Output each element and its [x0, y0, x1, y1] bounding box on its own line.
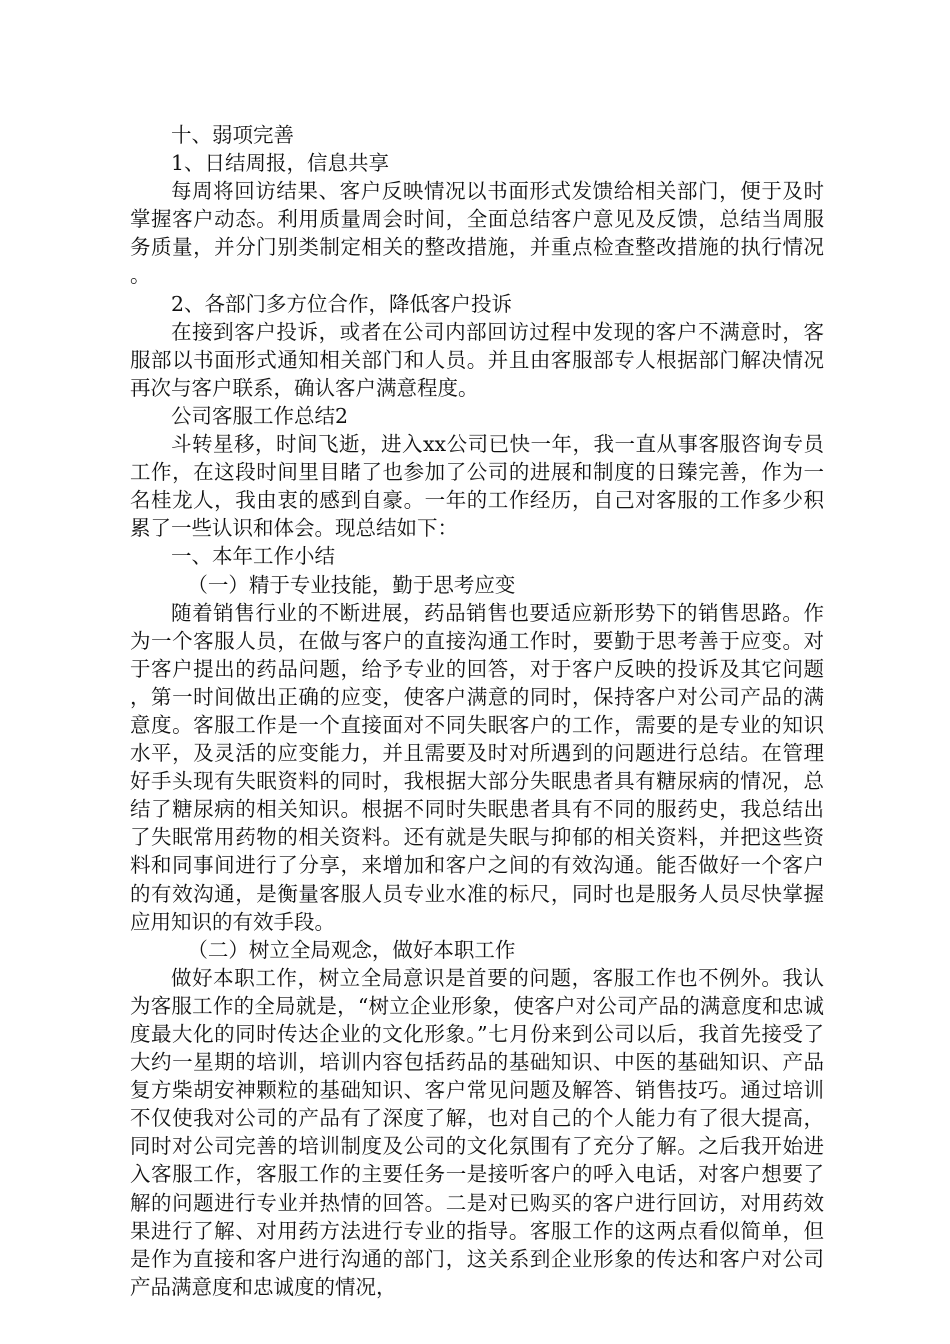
paragraph-overall-view: 做好本职工作，树立全局意识是首要的问题，客服工作也不例外。我认为客服工作的全局就是，“树立企业形象，使客户对公司产品的满意度和忠诚度最大化的同时传达企业的文化形象。”七月份来到公司以后，我首先接受了大约一星期的培训，培训内容包括药品的基础知识、中医的基础知识、产品复方柴胡安神颗粒的基础知识、客户常见问题及解答、销售技巧。通过培训不仅使我对公司的产品有了深度了解，也对自己的个人能力有了很大提高，同时对公司完善的培训制度及公司的文化氛围有了充分了解。之后我开始进入客服工作，客服工作的主要任务一是接听客户的呼入电话，对客户想要了解的问题进行专业并热情的回答。二是对已购买的客户进行回访，对用药效果进行了解、对用药方法进行专业的指导。客服工作的这两点看似简单，但是作为直接和客户进行沟通的部门，这关系到企业形象的传达和客户对公司产品满意度和忠诚度的情况，: [130, 965, 824, 1299]
paragraph-feedback: 每周将回访结果、客户反映情况以书面形式发馈给相关部门，便于及时掌握客户动态。利用质量周会时间，全面总结客户意见及反馈，总结当周服务质量，并分门别类制定相关的整改措施，并重点检查整改措施的执行情况。: [130, 179, 824, 288]
paragraph-professional-skills: 随着销售行业的不断进展，药品销售也要适应新形势下的销售思路。作为一个客服人员，在做与客户的直接沟通工作时，要勤于思考善于应变。对于客户提出的药品问题，给予专业的回答，对于客户反映的投诉及其它问题，第一时间做出正确的应变，使客户满意的同时，保持客户对公司产品的满意度。客服工作是一个直接面对不同失眠客户的工作，需要的是专业的知识水平，及灵活的应变能力，并且需要及时对所遇到的问题进行总结。在管理好手头现有失眠资料的同时，我根据大部分失眠患者具有糖尿病的情况，总结了糖尿病的相关知识。根据不同时失眠患者具有不同的服药史，我总结出了失眠常用药物的相关资料。还有就是失眠与抑郁的相关资料，并把这些资料和同事间进行了分享，来增加和客户之间的有效沟通。能否做好一个客户的有效沟通，是衡量客服人员专业水准的标尺，同时也是服务人员尽快掌握应用知识的有效手段。: [130, 600, 824, 934]
subheading-daily-weekly-report: 1、日结周报，信息共享: [171, 151, 390, 176]
document-body: [130, 121, 824, 1301]
paragraph-introduction: 斗转星移，时间飞逝，进入xx公司已快一年，我一直从事客服咨询专员工作，在这段时间里目睹了也参加了公司的进展和制度的日臻完善，作为一名桂龙人，我由衷的感到自豪。一年的工作经历，自己对客服的工作多少积累了一些认识和体会。现总结如下：: [130, 432, 824, 541]
paragraph-complaints: 在接到客户投诉，或者在公司内部回访过程中发现的客户不满意时，客服部以书面形式通知相关部门和人员。并且由客服部专人根据部门解决情况再次与客户联系，确认客户满意程度。: [130, 319, 824, 400]
article-title-summary-2: 公司客服工作总结2: [171, 403, 349, 428]
subheading-professional-skills: （一）精于专业技能，勤于思考应变: [187, 572, 516, 597]
section-heading-annual-summary: 一、本年工作小结: [171, 544, 335, 569]
subheading-overall-view: （二）树立全局观念，做好本职工作: [187, 937, 516, 962]
subheading-department-cooperation: 2、各部门多方位合作，降低客户投诉: [171, 291, 513, 316]
section-heading-weak-items: 十、弱项完善: [171, 123, 294, 147]
